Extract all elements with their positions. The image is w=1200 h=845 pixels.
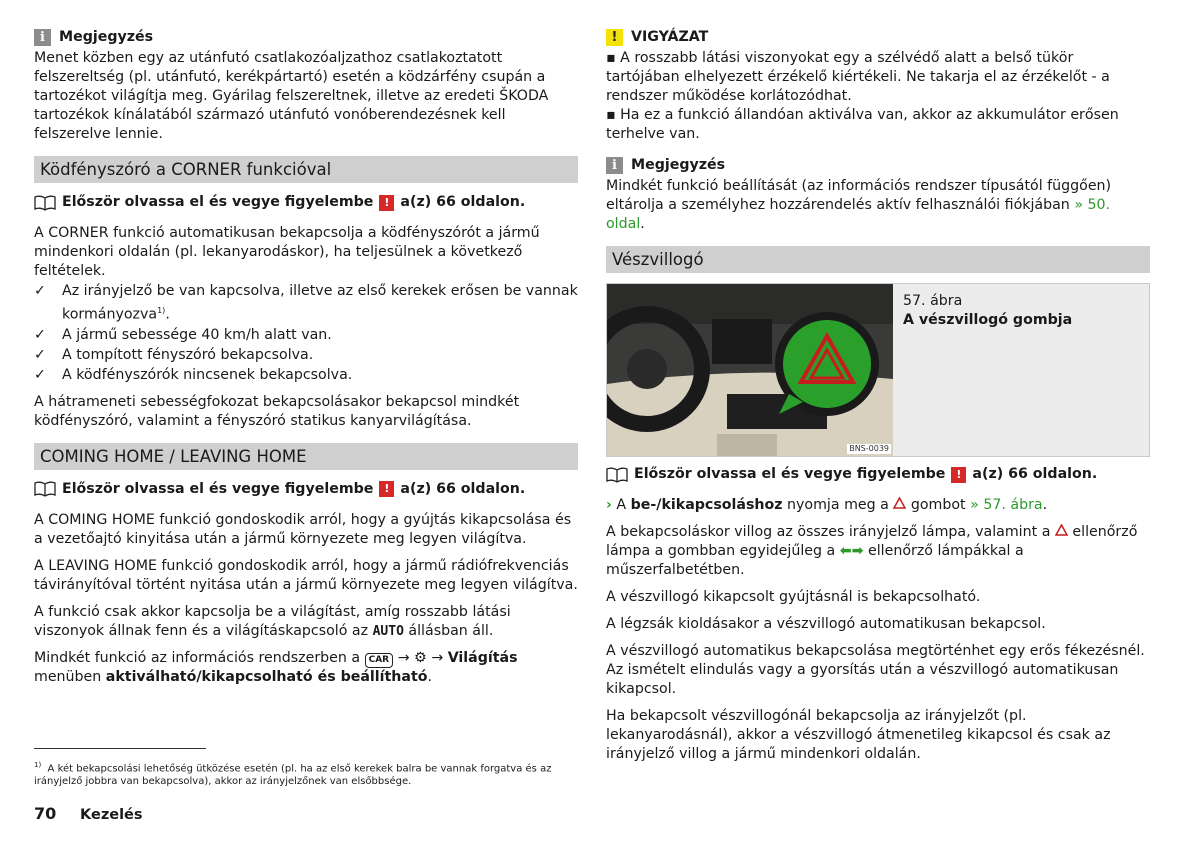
right-column <box>606 28 1150 772</box>
page-number: 70 <box>34 804 57 823</box>
warning-icon: ! <box>379 481 394 497</box>
section-heading-coming-home: COMING HOME / LEAVING HOME <box>34 443 578 470</box>
function-condition-text: A funkció csak akkor kapcsolja be a világítást, amíg rosszabb látási viszonyok állnak fenn és a világításkapcsoló az AUTO állásban áll. <box>34 603 511 639</box>
dashboard-photo <box>607 284 893 456</box>
auto-label: AUTO <box>372 623 404 639</box>
check-icon: ✓ <box>34 283 46 299</box>
info-icon: i <box>606 157 623 174</box>
list-item: ✓ Az irányjelző be van kapcsolva, illetve az első kerekek erősen be vannak kormányozva$^{1)}$. <box>34 283 578 323</box>
page-section: Kezelés <box>80 807 143 823</box>
list-item: ✓ A tompított fényszóró bekapcsolva. <box>34 346 314 363</box>
figure-title: A vészvillogó gombja <box>903 312 1073 328</box>
section-heading-corner: Ködfényszóró a CORNER funkcióval <box>34 156 578 183</box>
figure-code: BNS-0039 <box>849 444 889 453</box>
info-icon: i <box>34 29 51 46</box>
check-icon: ✓ <box>34 326 46 343</box>
read-first-line: Először olvassa el és vegye figyelembe ! a(z) 66 oldalon. <box>606 465 1150 484</box>
note-text: Mindkét funkció beállítását (az információs rendszer típusától függően) eltárolja a személyhez hozzárendelés aktív felhasználói fiókjában » 50. oldal. <box>606 178 1112 232</box>
leaving-home-text: A LEAVING HOME funkció gondoskodik arról, hogy a jármű rádiófrekvenciás távirányítóval történt nyitása után a jármű környezete meg legyen világítva. <box>34 557 578 593</box>
warning-icon: ! <box>951 467 966 483</box>
warning-bullet: ▪ Ha ez a funkció állandóan aktiválva van, akkor az akkumulátor erősen terhelve van. <box>606 107 1119 142</box>
page-ref-link[interactable]: a(z) 66 oldalon. <box>400 480 526 497</box>
note-heading <box>606 156 1150 175</box>
figure-57 <box>606 283 1150 457</box>
book-icon <box>34 195 56 211</box>
footnote-divider <box>34 748 206 749</box>
check-icon: ✓ <box>34 366 46 383</box>
indicator-text: A bekapcsoláskor villog az összes irányjelző lámpa, valamint a ellenőrző lámpa a gombban egyidejűleg a ⬅➡ ellenőrző lámpákkal a műszerfalbetétben. <box>606 524 1138 578</box>
settings-icon: ⚙ <box>414 649 427 666</box>
page-ref-link[interactable]: a(z) 66 oldalon. <box>972 466 1098 482</box>
turn-signal-icon: ⬅➡ <box>839 543 864 559</box>
corner-intro: A CORNER funkció automatikusan bekapcsolja a ködfényszórót a jármű mindenkori oldalán (pl. lekanyarodáskor), ha teljesülnek a következő feltételek. <box>34 225 540 279</box>
list-item: ✓ A ködfényszórók nincsenek bekapcsolva. <box>34 366 353 383</box>
warning-title: VIGYÁZAT <box>631 29 709 45</box>
section-heading-hazard: Vészvillogó <box>606 246 1150 273</box>
book-icon <box>34 481 56 497</box>
note-title: Megjegyzés <box>59 29 154 45</box>
hazard-text: A vészvillogó kikapcsolt gyújtásnál is bekapcsolható. <box>606 589 981 605</box>
figure-caption <box>893 284 1149 456</box>
book-icon <box>606 467 628 483</box>
hazard-text: Ha bekapcsolt vészvillogónál bekapcsolja az irányjelzőt (pl. lekanyarodásnál), akkor a vészvillogó átmenetileg kikapcsol és csak az irányjelző villog a jármű mindenkori oldalán. <box>606 708 1111 762</box>
page-50-link[interactable]: » 50. oldal <box>606 197 1111 232</box>
footnote: $^{1)}$ A két bekapcsolási lehetőség ütközése esetén (pl. ha az első kerekek balra be vannak forgatva és az irányjelző jobbra van bekapcsolva), akkor az irányjelzőnek van elsőbbsége. <box>34 761 552 788</box>
note-heading <box>34 28 578 47</box>
menu-path-text: Mindkét funkció az információs rendszerben a CAR → ⚙ → Világítás menüben aktiválható/kikapcsolható és beállítható. <box>34 649 518 685</box>
hazard-text: A légzsák kioldásakor a vészvillogó automatikusan bekapcsol. <box>606 616 1046 632</box>
hazard-triangle-icon <box>893 497 906 509</box>
page-ref-link[interactable]: a(z) 66 oldalon. <box>400 194 526 210</box>
warning-icon: ! <box>379 195 394 211</box>
action-arrow-icon: › <box>606 497 612 513</box>
caution-icon: ! <box>606 29 623 46</box>
note-title: Megjegyzés <box>631 157 726 173</box>
figure-number: 57. ábra <box>903 293 963 309</box>
hazard-text: A vészvillogó automatikus bekapcsolása megtörténhet egy erős fékezésnél. Az ismételt elindulás vagy a gyorsítás után a vészvillogó automatikusan kikapcsol. <box>606 643 1145 697</box>
read-first-line: Először olvassa el és vegye figyelembe ! a(z) 66 oldalon. <box>34 193 578 212</box>
check-icon: ✓ <box>34 346 46 363</box>
left-column <box>34 28 578 695</box>
list-item: ✓ A jármű sebessége 40 km/h alatt van. <box>34 326 332 343</box>
read-first-line: Először olvassa el és vegye figyelembe ! a(z) 66 oldalon. <box>34 480 578 499</box>
hazard-triangle-icon <box>1055 524 1068 536</box>
warning-bullet: ▪ A rosszabb látási viszonyokat egy a szélvédő alatt a belső tükör tartójában elhelyezett érzékelő kiértékeli. Ne takarja el az érzékelőt - a rendszer működése korlátozódhat. <box>606 50 1110 104</box>
figure-57-link[interactable]: » 57. ábra <box>970 497 1043 513</box>
warning-heading <box>606 28 1150 47</box>
car-button-icon: CAR <box>365 653 394 668</box>
note-text: Menet közben egy az utánfutó csatlakozóaljzathoz csatlakoztatott felszereltség (pl. utánfutó, kerékpártartó) esetén a ködzárfény csupán a tartozékot világítja meg. Gyárilag felszereltnek, illetve az eredeti ŠKODA tartozékok kínálatából származó utánfutó vonóberendezésnek kell felszerelve lennie. <box>34 50 549 142</box>
coming-home-text: A COMING HOME funkció gondoskodik arról, hogy a gyújtás kikapcsolása és a vezetőajtó kinyitása után a jármű környezete meg legyen világítva. <box>34 511 572 547</box>
action-line: › A be-/kikapcsoláshoz nyomja meg a gombot » 57. ábra. <box>606 497 1048 513</box>
reverse-text: A hátrameneti sebességfokozat bekapcsolásakor bekapcsol mindkét ködfényszóró, valamint a fényszóró statikus kanyarvilágítása. <box>34 393 520 429</box>
menu-item-lighting: Világítás <box>447 649 518 666</box>
dashboard-illustration <box>607 284 893 456</box>
